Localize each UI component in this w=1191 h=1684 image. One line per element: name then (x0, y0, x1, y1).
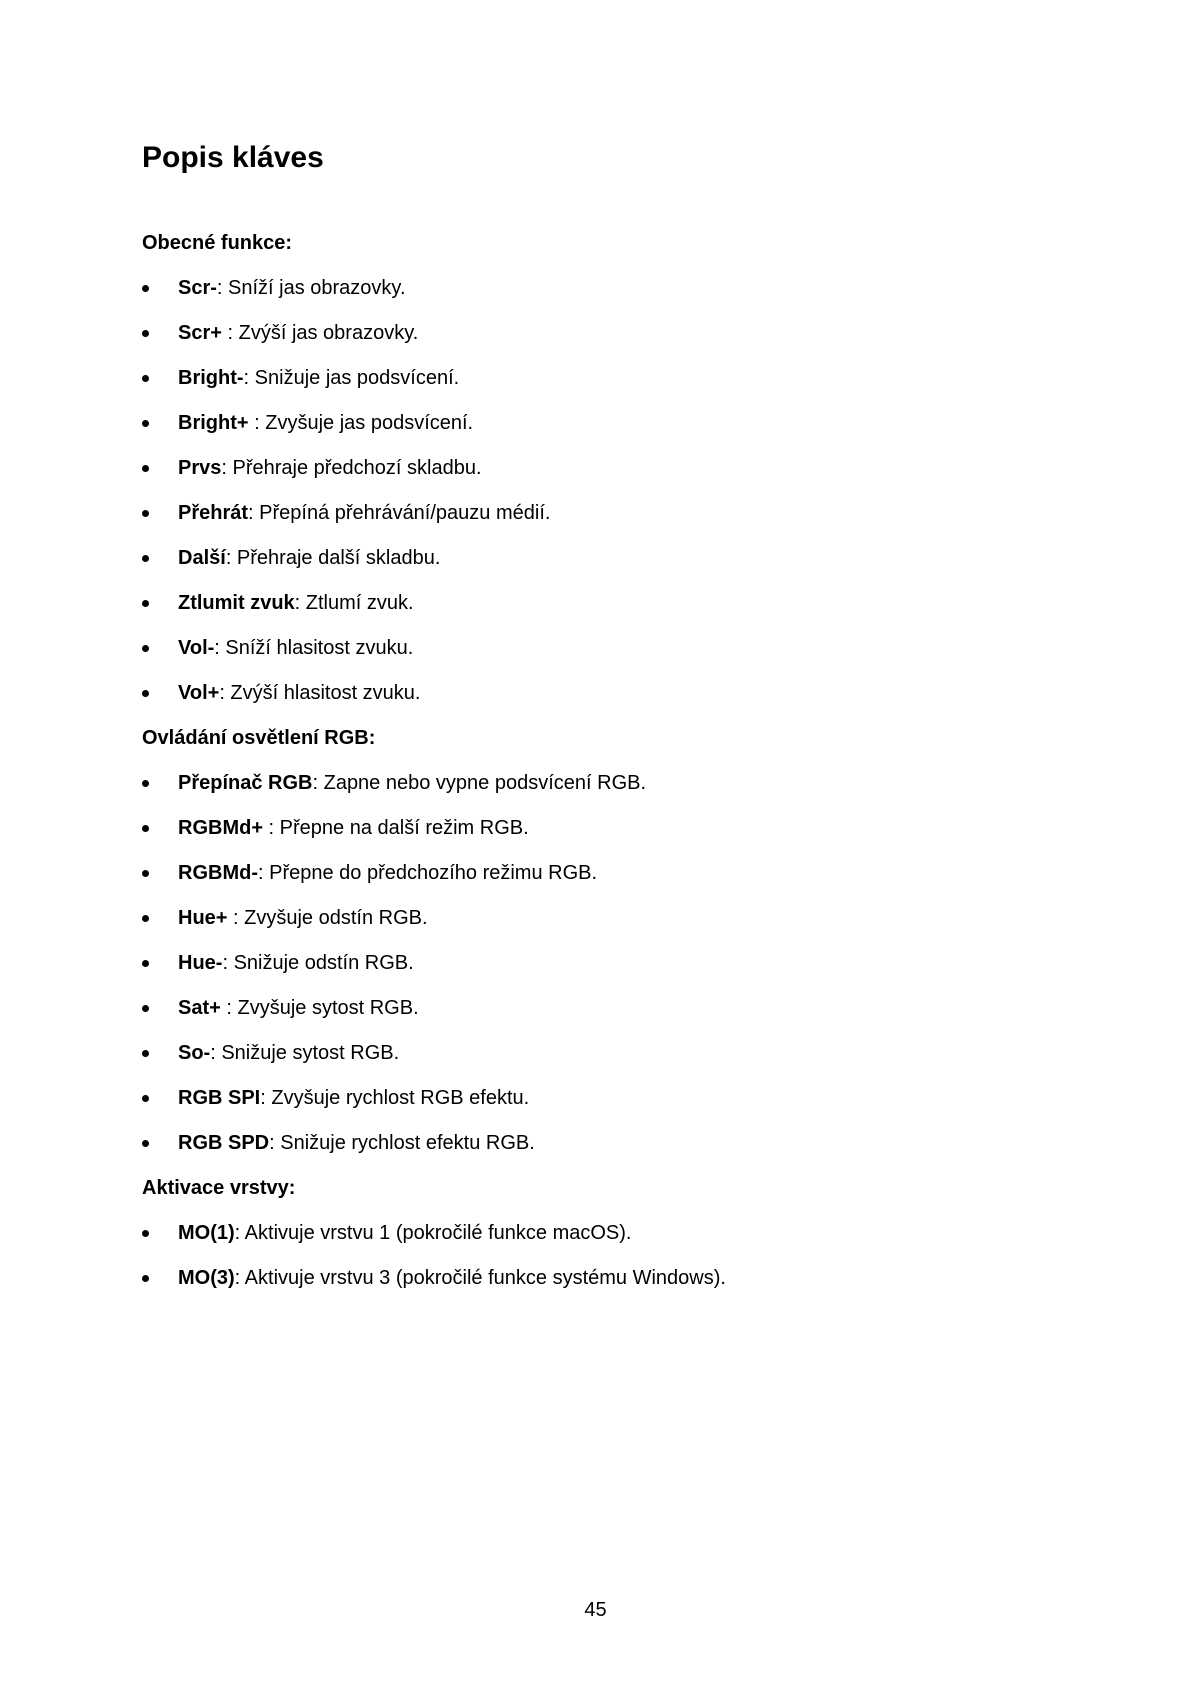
bullet-icon (142, 285, 149, 292)
key-description: : Sníží jas obrazovky. (216, 277, 406, 299)
key-name: Hue+ (178, 907, 228, 929)
bullet-icon (142, 870, 149, 877)
key-name: Ztlumit zvuk (178, 592, 295, 614)
key-description: : Zvyšuje sytost RGB. (220, 997, 419, 1019)
key-description: : Zvyšuje jas podsvícení. (248, 412, 474, 434)
bullet-icon (142, 1230, 149, 1237)
page-title: Popis kláves (142, 141, 324, 174)
key-description: : Zvyšuje rychlost RGB efektu. (260, 1087, 530, 1109)
bullet-icon (142, 1275, 149, 1282)
bullet-icon (142, 1095, 149, 1102)
key-name: RGB SPD (178, 1132, 270, 1154)
key-description: : Snižuje jas podsvícení. (243, 367, 460, 389)
bullet-icon (142, 600, 149, 607)
key-name: Sat+ (178, 997, 221, 1019)
bullet-icon (142, 780, 149, 787)
page-number: 45 (584, 1599, 607, 1621)
key-description: : Snižuje rychlost efektu RGB. (269, 1132, 535, 1154)
bullet-icon (142, 690, 149, 697)
key-name: Vol+ (178, 682, 220, 704)
bullet-icon (142, 1140, 149, 1147)
key-name: Hue- (178, 952, 223, 974)
key-name: Přehrát (178, 502, 249, 524)
key-name: Vol- (178, 637, 215, 659)
key-name: Scr+ (178, 322, 222, 344)
key-name: Bright- (178, 367, 244, 389)
key-description: : Přehraje předchozí skladbu. (221, 457, 482, 479)
key-description: : Snižuje odstín RGB. (222, 952, 414, 974)
key-name: So- (178, 1042, 211, 1064)
bullet-icon (142, 555, 149, 562)
key-name: MO(1) (178, 1222, 235, 1244)
bullet-icon (142, 915, 149, 922)
key-description: : Přepne na další režim RGB. (263, 817, 529, 839)
key-name: Scr- (178, 277, 217, 299)
bullet-icon (142, 825, 149, 832)
section-heading-layers: Aktivace vrstvy: (142, 1177, 296, 1199)
key-name: RGB SPI (178, 1087, 261, 1109)
key-description: : Aktivuje vrstvu 3 (pokročilé funkce systému Windows). (234, 1267, 726, 1289)
key-name: RGBMd+ (178, 817, 263, 839)
key-description: : Snižuje sytost RGB. (210, 1042, 400, 1064)
key-name: Prvs (178, 457, 222, 479)
key-description: : Sníží hlasitost zvuku. (214, 637, 414, 659)
bullet-icon (142, 645, 149, 652)
bullet-icon (142, 330, 149, 337)
bullet-icon (142, 1050, 149, 1057)
bullet-icon (142, 375, 149, 382)
key-description: : Zvyšuje odstín RGB. (227, 907, 428, 929)
key-name: RGBMd- (178, 862, 258, 884)
section-heading-rgb: Ovládání osvětlení RGB: (142, 727, 376, 749)
key-description: : Přepne do předchozího režimu RGB. (257, 862, 598, 884)
key-description: : Zapne nebo vypne podsvícení RGB. (312, 772, 647, 794)
key-description: : Přehraje další skladbu. (225, 547, 441, 569)
key-description: : Aktivuje vrstvu 1 (pokročilé funkce macOS). (234, 1222, 632, 1244)
bullet-icon (142, 510, 149, 517)
section-heading-general: Obecné funkce: (142, 232, 293, 254)
key-description: : Přepíná přehrávání/pauzu médií. (248, 502, 551, 524)
key-name: MO(3) (178, 1267, 235, 1289)
bullet-icon (142, 420, 149, 427)
key-description: : Ztlumí zvuk. (294, 592, 414, 614)
key-name: Bright+ (178, 412, 249, 434)
bullet-icon (142, 465, 149, 472)
key-name: Přepínač RGB (178, 772, 313, 794)
bullet-icon (142, 1005, 149, 1012)
bullet-icon (142, 960, 149, 967)
key-name: Další (178, 547, 226, 569)
key-description: : Zvýší jas obrazovky. (221, 322, 419, 344)
key-description: : Zvýší hlasitost zvuku. (219, 682, 421, 704)
